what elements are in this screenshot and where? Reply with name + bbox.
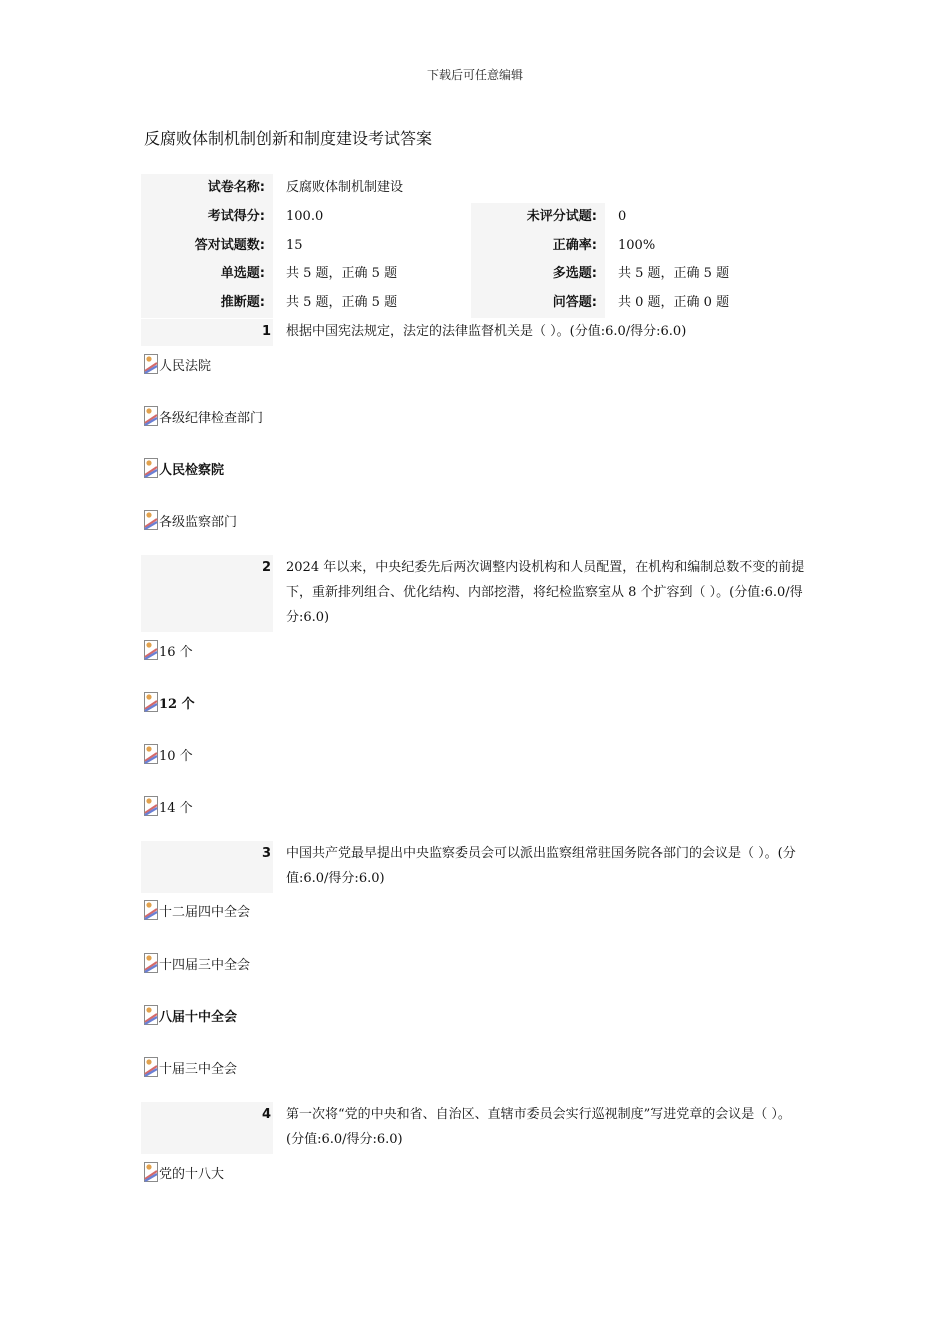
broken-image-icon bbox=[144, 510, 158, 530]
question-text: 2024 年以来，中央纪委先后两次调整内设机构和人员配置，在机构和编制总数不变的前提下，重新排列组合、优化结构、内部挖潜，将纪检监察室从 8 个扩容到（ ）。(分值:6.0/得分:6.0) bbox=[286, 560, 805, 625]
summary-row-judge-qa bbox=[141, 289, 807, 318]
option-label: 14 个 bbox=[159, 801, 193, 816]
summary-row-score bbox=[141, 203, 807, 232]
option-label: 十二届四中全会 bbox=[159, 905, 251, 920]
option-label: 十届三中全会 bbox=[159, 1062, 238, 1077]
option-item-correct[interactable] bbox=[144, 1005, 237, 1031]
option-item[interactable] bbox=[144, 953, 250, 979]
option-item[interactable] bbox=[144, 640, 193, 666]
option-label: 各级纪律检查部门 bbox=[159, 411, 264, 426]
correct-count-value: 15 bbox=[286, 237, 303, 253]
ungraded-label: 未评分试题: bbox=[471, 203, 605, 232]
option-item[interactable] bbox=[144, 354, 211, 380]
question-text: 中国共产党最早提出中央监察委员会可以派出监察组常驻国务院各部门的会议是（ ）。(分值:6.0/得分:6.0) bbox=[286, 846, 796, 886]
accuracy-label: 正确率: bbox=[471, 232, 605, 261]
option-item[interactable] bbox=[144, 406, 263, 432]
broken-image-icon bbox=[144, 900, 158, 920]
option-label: 各级监察部门 bbox=[159, 515, 238, 530]
qa-value: 共 0 题，正确 0 题 bbox=[618, 295, 730, 311]
option-label: 十四届三中全会 bbox=[159, 958, 251, 973]
option-label: 八届十中全会 bbox=[159, 1010, 238, 1025]
option-item[interactable] bbox=[144, 796, 193, 822]
ungraded-value: 0 bbox=[618, 208, 627, 224]
score-label: 考试得分: bbox=[141, 203, 273, 232]
option-item-correct[interactable] bbox=[144, 692, 195, 718]
judge-label: 推断题: bbox=[141, 289, 273, 318]
accuracy-value: 100% bbox=[618, 237, 656, 253]
correct-count-label: 答对试题数: bbox=[141, 232, 273, 261]
qa-label: 问答题: bbox=[471, 289, 605, 318]
broken-image-icon bbox=[144, 1005, 158, 1025]
broken-image-icon bbox=[144, 692, 158, 712]
option-item[interactable] bbox=[144, 744, 193, 770]
paper-name-value: 反腐败体制机制建设 bbox=[286, 180, 404, 195]
option-label: 人民法院 bbox=[159, 359, 212, 374]
score-value: 100.0 bbox=[286, 208, 324, 224]
option-label: 12 个 bbox=[159, 697, 195, 712]
question-number: 4 bbox=[141, 1102, 273, 1154]
question-text: 根据中国宪法规定，法定的法律监督机关是（ ）。(分值:6.0/得分:6.0) bbox=[286, 324, 687, 339]
option-label: 10 个 bbox=[159, 749, 193, 764]
option-item-correct[interactable] bbox=[144, 458, 224, 484]
single-choice-label: 单选题: bbox=[141, 260, 273, 289]
broken-image-icon bbox=[144, 458, 158, 478]
broken-image-icon bbox=[144, 406, 158, 426]
option-item[interactable] bbox=[144, 1057, 237, 1083]
multi-choice-label: 多选题: bbox=[471, 260, 605, 289]
option-item[interactable] bbox=[144, 900, 250, 926]
question-number: 1 bbox=[141, 319, 273, 346]
option-label: 人民检察院 bbox=[159, 463, 225, 478]
broken-image-icon bbox=[144, 1057, 158, 1077]
judge-value: 共 5 题，正确 5 题 bbox=[286, 295, 398, 311]
question-number: 3 bbox=[141, 841, 273, 893]
paper-name-label: 试卷名称: bbox=[141, 174, 273, 203]
page-title: 反腐败体制机制创新和制度建设考试答案 bbox=[144, 129, 433, 148]
broken-image-icon bbox=[144, 953, 158, 973]
question-number: 2 bbox=[141, 555, 273, 632]
broken-image-icon bbox=[144, 744, 158, 764]
single-choice-value: 共 5 题，正确 5 题 bbox=[286, 266, 398, 282]
option-label: 16 个 bbox=[159, 645, 193, 660]
summary-row-correct bbox=[141, 232, 807, 261]
broken-image-icon bbox=[144, 640, 158, 660]
broken-image-icon bbox=[144, 796, 158, 816]
option-item[interactable] bbox=[144, 1162, 224, 1188]
option-item[interactable] bbox=[144, 510, 237, 536]
multi-choice-value: 共 5 题，正确 5 题 bbox=[618, 266, 730, 282]
summary-row-paper-name bbox=[141, 174, 807, 203]
question-text: 第一次将“党的中央和省、自治区、直辖市委员会实行巡视制度”写进党章的会议是（ ）。(分值:6.0/得分:6.0) bbox=[286, 1107, 791, 1147]
option-label: 党的十八大 bbox=[159, 1167, 225, 1182]
broken-image-icon bbox=[144, 354, 158, 374]
header-note: 下载后可任意编辑 bbox=[426, 68, 523, 82]
summary-row-single-multi bbox=[141, 260, 807, 289]
exam-summary-table bbox=[141, 174, 807, 318]
broken-image-icon bbox=[144, 1162, 158, 1182]
